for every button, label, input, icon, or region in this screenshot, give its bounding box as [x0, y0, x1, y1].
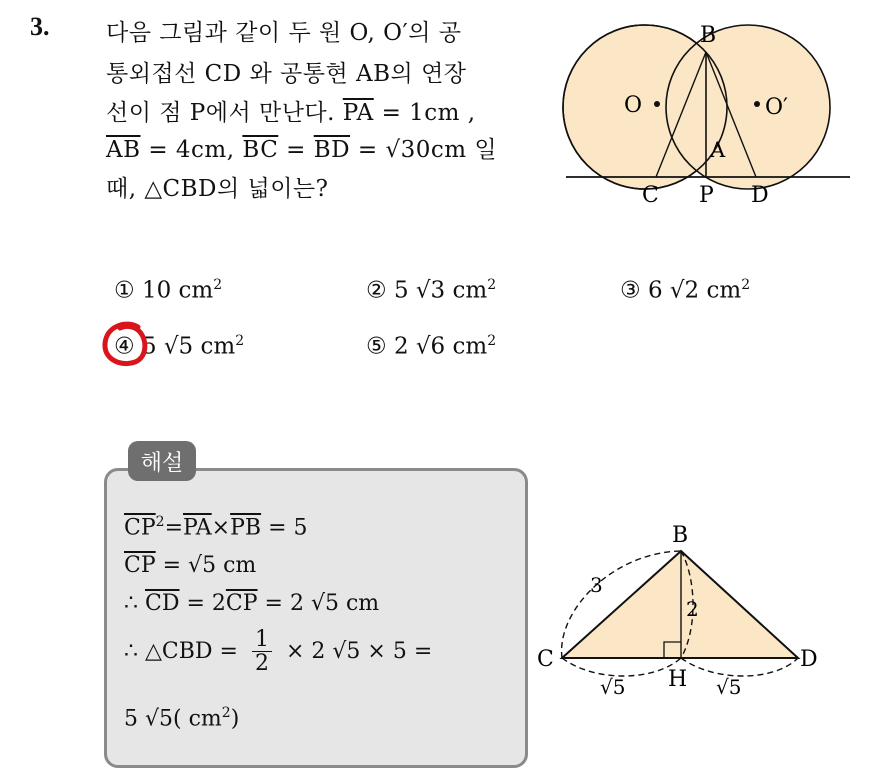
question-line-3	[106, 94, 476, 127]
sol-l4-fraction	[252, 628, 272, 675]
choice-4-value: 5 √5 cm	[141, 333, 236, 360]
solution-line-2	[124, 553, 256, 578]
choice-1-value: 10 cm	[141, 277, 214, 304]
choice-1[interactable]	[114, 277, 222, 304]
label-d-bottom: D	[800, 647, 818, 672]
sol-l3-end: = 2 √5 cm	[257, 591, 380, 616]
length-hd: √5	[716, 675, 742, 699]
choice-5-value: 2 √6 cm	[393, 333, 488, 360]
answer-mark-circle	[100, 318, 152, 370]
choice-5[interactable]	[366, 333, 496, 360]
segment-pa: $\overline{PA}$	[342, 100, 374, 126]
choice-3-exp: 2	[741, 277, 751, 293]
segment-ab: $\overline{AB}$	[106, 137, 141, 163]
choice-2-exp: 2	[487, 277, 497, 293]
sol-l4-pre: ∴ △CBD =	[124, 639, 238, 665]
question-number: 3.	[30, 12, 50, 41]
label-p: P	[699, 183, 714, 208]
label-c: C	[642, 183, 659, 208]
choice-4-num: ④	[114, 333, 135, 360]
dashed-arc-hd	[681, 658, 798, 676]
label-o-prime: O′	[765, 95, 789, 120]
sol-l3-pre: ∴	[124, 591, 145, 616]
sol-l3-cd: $\overline{CD}$	[145, 591, 180, 616]
center-o-prime-dot	[754, 101, 760, 107]
label-d: D	[751, 183, 769, 208]
label-o: O	[624, 93, 643, 118]
sol-l2-cp: $\overline{CP}$	[124, 553, 156, 578]
choice-1-exp: 2	[213, 277, 223, 293]
sol-l5-main: 5 √5( cm	[124, 706, 222, 732]
sol-l5-exp: 2	[221, 705, 231, 721]
sol-l2-end: = √5 cm	[155, 553, 257, 578]
sol-l4-den: 2	[254, 651, 269, 677]
question-line-3a: 선이 점 P에서 만난다.	[106, 100, 335, 126]
question-line-1: 다음 그림과 같이 두 원 O, O′의 공	[106, 20, 462, 46]
two-circles-figure	[560, 20, 854, 210]
solution-tag: 해설	[128, 441, 196, 481]
question-line-5: 때, △CBD의 넓이는?	[106, 176, 329, 202]
circle-o-prime	[666, 25, 830, 189]
sol-l1-pa: $\overline{PA}$	[183, 515, 212, 541]
label-h: H	[668, 667, 688, 692]
answer-mark-stroke	[105, 324, 145, 363]
question-line-4b: = √30cm 일	[350, 137, 498, 163]
segment-bc: $\overline{BC}$	[242, 137, 279, 163]
sol-l1-eq: =	[164, 515, 183, 541]
sol-l4-num: 1	[252, 628, 272, 652]
choice-2[interactable]	[366, 277, 496, 304]
segment-bd: $\overline{BD}$	[313, 137, 351, 163]
choice-2-num: ②	[366, 277, 387, 304]
choice-3[interactable]	[620, 277, 750, 304]
choice-3-num: ③	[620, 277, 641, 304]
sol-l5-end: )	[230, 706, 240, 732]
question-line-4-eq: =	[278, 137, 314, 163]
solution-line-3	[124, 591, 379, 616]
length-bh: 2	[686, 597, 699, 621]
label-a: A	[710, 138, 726, 162]
sol-l1-pb: $\overline{PB}$	[230, 515, 262, 541]
choice-2-value: 5 √3 cm	[393, 277, 488, 304]
sol-l1-exp: 2	[155, 514, 165, 530]
question-line-4a: = 4cm,	[140, 137, 235, 163]
question-line-2: 통외접선 CD 와 공통현 AB의 연장	[106, 61, 467, 87]
sol-l1-cp: $\overline{CP}$	[124, 515, 156, 541]
sol-l1-end: = 5	[261, 515, 308, 541]
label-b-bottom: B	[672, 523, 689, 548]
choice-3-value: 6 √2 cm	[647, 277, 742, 304]
solution-line-4	[124, 628, 432, 675]
sol-l1-times: ×	[211, 515, 231, 541]
label-b: B	[700, 23, 717, 48]
sol-l3-mid: = 2	[179, 591, 226, 616]
triangle-cbd-figure	[534, 520, 834, 710]
choice-5-num: ⑤	[366, 333, 387, 360]
choice-1-num: ①	[114, 277, 135, 304]
sol-l3-cp: $\overline{CP}$	[225, 591, 258, 616]
choice-5-exp: 2	[487, 333, 497, 349]
length-ch: √5	[600, 675, 626, 699]
question-line-3b: = 1cm ,	[373, 100, 476, 126]
dashed-arc-ch	[562, 658, 681, 676]
solution-line-1	[124, 514, 308, 540]
sol-l4-end: × 2 √5 × 5 =	[285, 639, 433, 665]
choice-4-exp: 2	[235, 333, 245, 349]
center-o-dot	[654, 101, 660, 107]
question-line-4	[106, 131, 497, 164]
length-bc: 3	[590, 573, 603, 597]
solution-line-5	[124, 705, 239, 731]
label-c-bottom: C	[537, 647, 554, 672]
